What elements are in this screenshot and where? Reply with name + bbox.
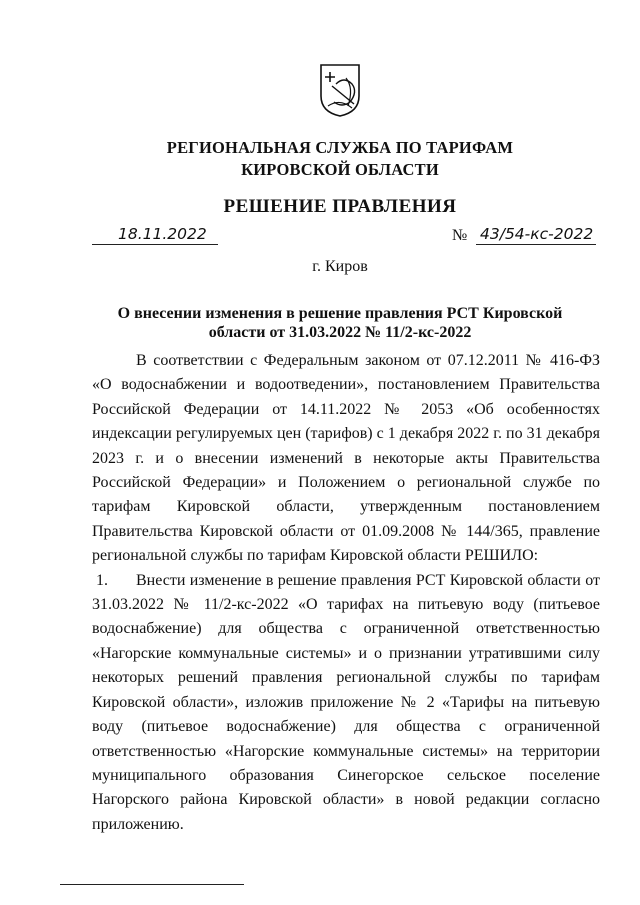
kirov-coat-of-arms-icon — [318, 62, 362, 118]
subject-line1: О внесении изменения в решение правления РСТ Кировской — [117, 305, 563, 322]
decision-title: РЕШЕНИЕ ПРАВЛЕНИЯ — [223, 196, 457, 217]
decision-subject — [0, 304, 640, 342]
number-label: № — [452, 227, 468, 244]
item-1-paragraph — [92, 569, 600, 837]
document-body — [92, 349, 600, 837]
organization-name-line2: КИРОВСКОЙ ОБЛАСТИ — [241, 160, 439, 179]
decision-date: 18.11.2022 — [118, 225, 207, 243]
item-1-text: Внести изменение в решение правления РСТ Кировской области от 31.03.2022 № 11/2-кс-2022 «О тарифах на питьевую воду (питьевое водоснабжение) для общества с ограниченной ответственностью «Нагорские коммунальные системы» и о признании утратившими силу некоторых решений правления региональной службы по тарифам Кировской области», изложив приложение № 2 «Тарифы на питьевую воду (питьевое водоснабжение) для общества с ограниченной ответственностью «Нагорские коммунальные системы» на территории муниципального образования Синегорское сельское поселение Нагорского района Кировской области» в новой редакции согласно приложению. — [92, 571, 600, 833]
preamble-paragraph: В соответствии с Федеральным законом от 07.12.2011 № 416-ФЗ «О водоснабжении и водоотведении», постановлением Правительства Российской Федерации от 14.11.2022 № 2053 «Об особенностях индексации регулируемых цен (тарифов) с 1 декабря 2022 г. по 31 декабря 2023 г. и о внесении изменений в некоторые акты Правительства Российской Федерации» и Положением о региональной службе по тарифам Кировской области, утвержденным постановлением Правительства Кировской области от 01.09.2008 № 144/365, правление региональной службы по тарифам Кировской области РЕШИЛО: — [92, 352, 600, 565]
footnote-divider — [60, 884, 244, 885]
city: г. Киров — [312, 258, 368, 275]
subject-line2: области от 31.03.2022 № 11/2-кс-2022 — [208, 324, 472, 341]
organization-name-line1: РЕГИОНАЛЬНАЯ СЛУЖБА ПО ТАРИФАМ — [166, 138, 514, 157]
item-1-number: 1. — [96, 571, 108, 589]
decision-number: 43/54-кс-2022 — [480, 225, 594, 243]
